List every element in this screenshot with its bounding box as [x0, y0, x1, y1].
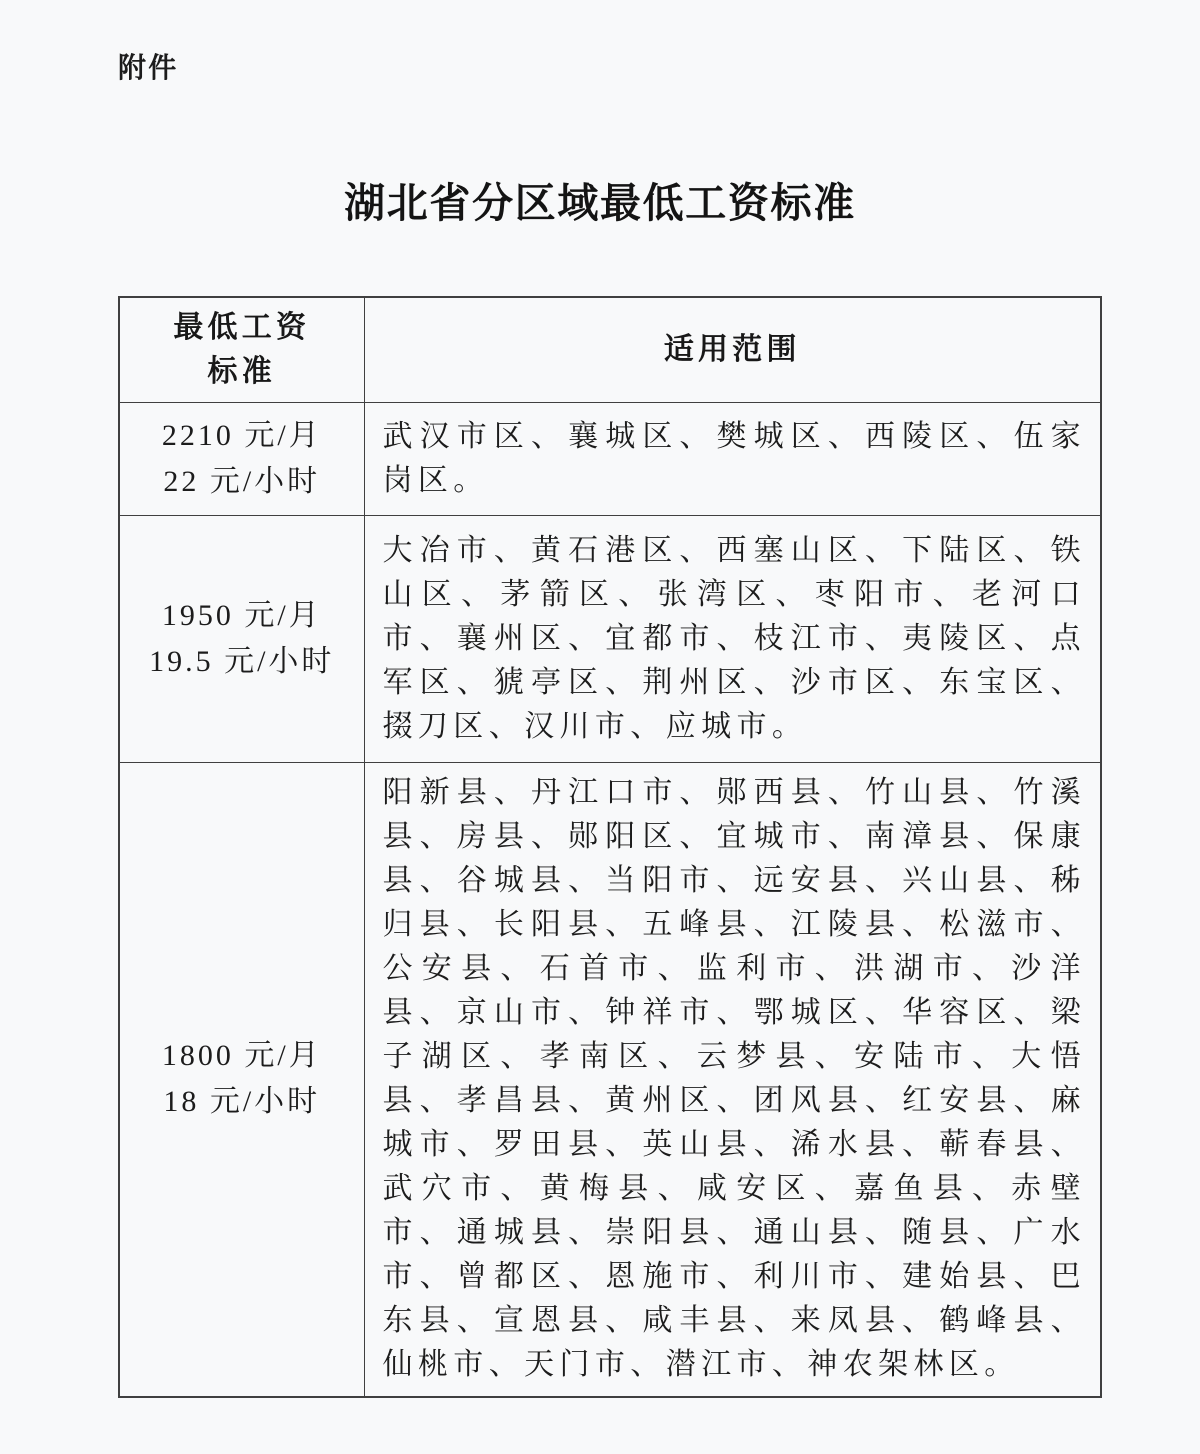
- table-row-tier-1950: [119, 515, 1101, 762]
- wage-cell: [119, 515, 364, 762]
- scope-cell: 武汉市区、襄城区、樊城区、西陵区、伍家岗区。: [364, 402, 1101, 515]
- scope-cell: 阳新县、丹江口市、郧西县、竹山县、竹溪县、房县、郧阳区、宜城市、南漳县、保康县、谷城县、当阳市、远安县、兴山县、秭归县、长阳县、五峰县、江陵县、松滋市、公安县、石首市、监利市、洪湖市、沙洋县、京山市、钟祥市、鄂城区、华容区、梁子湖区、孝南区、云梦县、安陆市、大悟县、孝昌县、黄州区、团风县、红安县、麻城市、罗田县、英山县、浠水县、蕲春县、武穴市、黄梅县、咸安区、嘉鱼县、赤壁市、通城县、崇阳县、通山县、随县、广水市、曾都区、恩施市、利川市、建始县、巴东县、宣恩县、咸丰县、来凤县、鹤峰县、仙桃市、天门市、潜江市、神农架林区。: [364, 762, 1101, 1397]
- header-wage-standard: [119, 297, 364, 402]
- header-wage-standard-label: 最低工资标准: [173, 310, 311, 388]
- wage-monthly: 1950 元/月: [161, 598, 322, 632]
- wage-hourly: 22 元/小时: [163, 464, 321, 498]
- table-row-tier-2210: [119, 402, 1101, 515]
- scope-cell: 大冶市、黄石港区、西塞山区、下陆区、铁山区、茅箭区、张湾区、枣阳市、老河口市、襄州区、宜都市、枝江市、夷陵区、点军区、猇亭区、荆州区、沙市区、东宝区、掇刀区、汉川市、应城市。: [364, 515, 1101, 762]
- wage-cell: [119, 762, 364, 1397]
- table-header-row: [119, 297, 1101, 402]
- wage-hourly: 19.5 元/小时: [149, 644, 335, 678]
- header-scope: 适用范围: [364, 297, 1101, 402]
- wage-monthly: 1800 元/月: [161, 1039, 322, 1073]
- attachment-label: 附件: [118, 52, 179, 83]
- page-title: 湖北省分区域最低工资标准: [344, 180, 856, 226]
- wage-cell: [119, 402, 364, 515]
- wage-hourly: 18 元/小时: [163, 1085, 321, 1119]
- wage-monthly: 2210 元/月: [161, 418, 322, 452]
- table-row-tier-1800: [119, 762, 1101, 1397]
- wage-table: [118, 296, 1102, 1398]
